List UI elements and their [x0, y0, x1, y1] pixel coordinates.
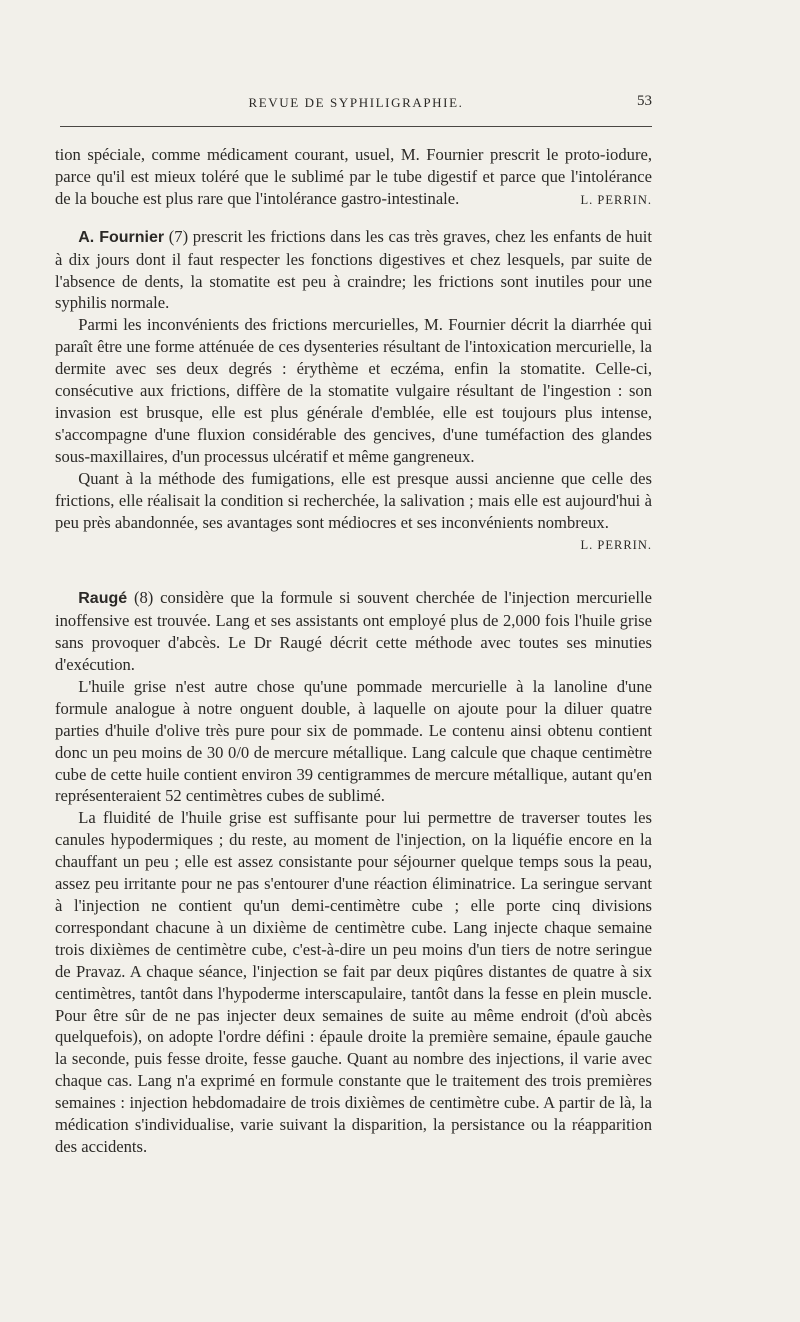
header-rule — [60, 126, 652, 127]
paragraph-fluidite — [55, 807, 652, 1158]
body-text — [55, 144, 652, 1158]
paragraph-text: (8) considère que la formule si souvent cherchée de l'injection mercurielle inoffensive est trouvée. Lang et ses assistants ont employé plus de 2,000 fois l'huile grise sans provoquer d'abcès. Le Dr Raugé décrit cette méthode avec toutes ses minuties d'exécution. — [55, 588, 652, 675]
paragraph-text: (7) prescrit les frictions dans les cas très graves, chez les enfants de huit à dix jours dont il faut respecter les fonctions digestives et chez lesquels, par suite de l'absence de dents, la stomatite est peu à craindre; les frictions sont inutiles pour une syphilis normale. — [55, 226, 652, 313]
signature: L. PERRIN. — [580, 538, 652, 553]
paragraph-text: Quant à la méthode des fumigations, elle est presque aussi ancienne que celle des frictions, elle réalisait la condition si recherchée, la salivation ; mais elle est aujourd'hui à peu près abandonnée, ses avantages sont médiocres et ses inconvénients nombreux. — [55, 468, 652, 532]
paragraph-text: L'huile grise n'est autre chose qu'une pommade mercurielle à la lanoline d'une formule analogue à notre onguent double, à laquelle on ajoute pour la diluer quatre parties d'huile d'olive très pure pour six de pommade. Le contenu ainsi obtenu contient donc un peu moins de 30 0/0 de mercure métallique. Lang calcule que chaque centimètre cube de cette huile contient environ 39 centigrammes de mercure métallique, autant qu'en représenteraient 52 centimètres cubes de sublimé. — [55, 676, 652, 806]
paragraph-text: La fluidité de l'huile grise est suffisante pour lui permettre de traverser toutes les canules hypodermiques ; du reste, au moment de l'injection, on la liquéfie encore en la chauffant un peu ; elle est assez consistante pour séjourner quelque temps sous la peau, assez peu irritante pour ne pas s'entourer d'une réaction éliminatrice. La seringue servant à l'injection ne contient qu'un demi-centimètre cube ; elle porte cinq divisions correspondant chacune à un dixième de centimètre cube. Lang injecte chaque semaine trois dixièmes de centimètre cube, c'est-à-dire un peu moins d'un tiers de notre seringue de Pravaz. A chaque séance, l'injection se fait par deux piqûres distantes de quatre à six centimètres, tantôt dans l'hypoderme interscapulaire, tantôt dans la fesse en plein muscle. Pour être sûr de ne pas injecter deux semaines de suite au même endroit (d'où abcès quelquefois), on adopte l'ordre défini : épaule droite la première semaine, épaule gauche la seconde, puis fesse droite, fesse gauche. Quant au nombre des injections, il varie avec chaque cas. Lang n'a exprimé en formule constante que le traitement des trois premières semaines : injection hebdomadaire de trois dixièmes de centimètre cube. A partir de là, la médication s'individualise, varie suivant la disparition, la persistance ou la réapparition des accidents. — [55, 808, 652, 1156]
page-header — [60, 92, 652, 114]
paragraph-inconvenients — [55, 314, 652, 467]
author-name: Raugé — [78, 590, 128, 608]
signature: L. PERRIN. — [580, 192, 652, 207]
running-title: REVUE DE SYPHILIGRAPHIE. — [248, 95, 464, 110]
paragraph-fournier — [55, 226, 652, 315]
paragraph-fumigations — [55, 468, 652, 553]
author-name: A. Fournier — [78, 228, 165, 246]
paragraph-text: Parmi les inconvénients des frictions mercurielles, M. Fournier décrit la diarrhée qui paraît être une forme atténuée de ces dysenteries résultant de l'intoxication mercurielle, la dermite avec ses deux degrés : érythème et eczéma, enfin la stomatite. Celle-ci, consécutive aux frictions, diffère de la stomatite vulgaire résultant de l'ingestion : son invasion est brusque, elle est plus générale d'emblée, elle est toujours plus intense, s'accompagne d'une fluxion considérable des gencives, d'une tuméfaction des glandes sous-maxillaires, d'un processus ulcératif et même gangreneux. — [55, 315, 652, 466]
paragraph-huile-grise — [55, 676, 652, 807]
page-number: 53 — [637, 93, 652, 109]
paragraph-rauge — [55, 587, 652, 676]
paragraph-continuation — [55, 144, 652, 210]
paragraph-text: tion spéciale, comme médicament courant, usuel, M. Fournier prescrit le proto-iodure, parce qu'il est mieux toléré que le sublimé par le tube digestif et parce que l'intolérance de la bouche est plus rare que l'intolérance gastro-intestinale. — [55, 145, 652, 208]
